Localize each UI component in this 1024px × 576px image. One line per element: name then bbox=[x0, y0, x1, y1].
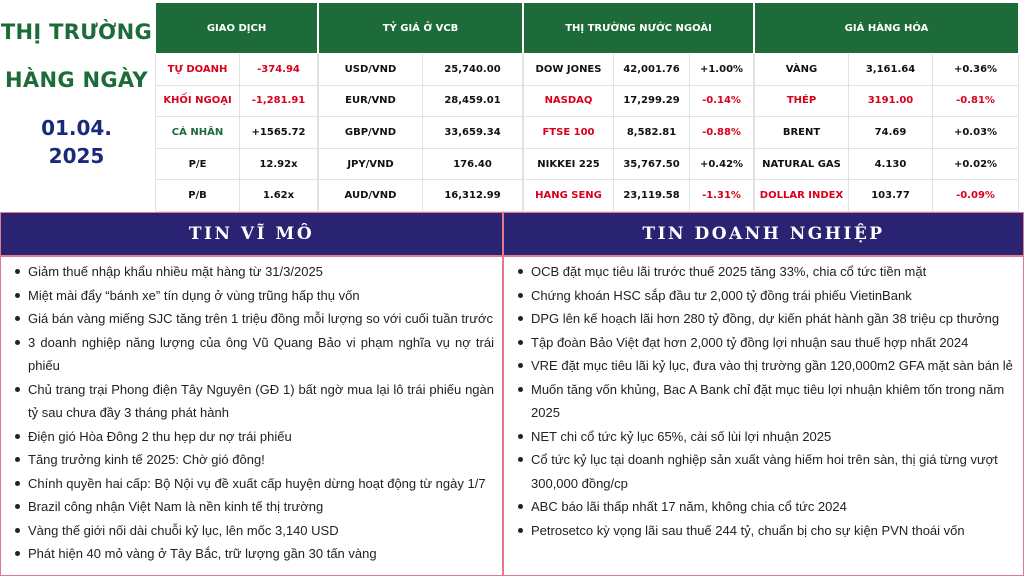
index-value: 35,767.50 bbox=[614, 148, 690, 180]
list-item: Chính quyền hai cấp: Bộ Nội vụ đề xuất cấp huyện dừng hoạt động từ ngày 1/7 bbox=[15, 472, 494, 496]
index-name: FTSE 100 bbox=[524, 117, 614, 149]
table-row bbox=[755, 148, 1019, 180]
table-row bbox=[319, 180, 523, 212]
trading-table bbox=[155, 2, 318, 212]
list-item: VRE đặt mục tiêu lãi kỷ lục, đưa vào thị trường gần 120,000m2 GFA mặt sàn bán lẻ bbox=[518, 354, 1015, 378]
date-line-2: 2025 bbox=[48, 144, 105, 168]
commodity-change: +0.02% bbox=[933, 148, 1019, 180]
table-row bbox=[524, 180, 754, 212]
index-name: DOW JONES bbox=[524, 54, 614, 86]
trading-value: -374.94 bbox=[240, 54, 318, 86]
commodity-value: 4.130 bbox=[849, 148, 933, 180]
commodities-header: GIÁ HÀNG HÓA bbox=[755, 3, 1019, 54]
trading-label: P/B bbox=[156, 180, 240, 212]
list-item: Giảm thuế nhập khẩu nhiều mặt hàng từ 31/3/2025 bbox=[15, 260, 494, 284]
table-row bbox=[524, 54, 754, 86]
trading-label: KHỐI NGOẠI bbox=[156, 85, 240, 117]
list-item: Cổ tức kỷ lục tại doanh nghiệp sản xuất vàng hiếm hoi trên sàn, thị giá từng vượt 300,000 đồng/cp bbox=[518, 448, 1015, 495]
corporate-news-panel bbox=[503, 212, 1024, 576]
trading-label: CÁ NHÂN bbox=[156, 117, 240, 149]
commodities-table bbox=[754, 2, 1019, 212]
corporate-news-title: TIN DOANH NGHIỆP bbox=[504, 213, 1023, 257]
table-row bbox=[755, 54, 1019, 86]
commodity-change: +0.36% bbox=[933, 54, 1019, 86]
list-item: OCB đặt mục tiêu lãi trước thuế 2025 tăng 33%, chia cổ tức tiền mặt bbox=[518, 260, 1015, 284]
index-change: +0.42% bbox=[690, 148, 754, 180]
table-row bbox=[156, 117, 318, 149]
fx-pair: EUR/VND bbox=[319, 85, 423, 117]
trading-label: P/E bbox=[156, 148, 240, 180]
commodity-change: -0.09% bbox=[933, 180, 1019, 212]
trading-value: +1565.72 bbox=[240, 117, 318, 149]
list-item: Tăng trưởng kinh tế 2025: Chờ gió đông! bbox=[15, 448, 494, 472]
index-change: +1.00% bbox=[690, 54, 754, 86]
trading-value: 12.92x bbox=[240, 148, 318, 180]
table-row bbox=[755, 117, 1019, 149]
table-row bbox=[524, 148, 754, 180]
trading-value: 1.62x bbox=[240, 180, 318, 212]
list-item: NET chi cổ tức kỷ lục 65%, cài số lùi lợi nhuận 2025 bbox=[518, 425, 1015, 449]
fx-rate: 28,459.01 bbox=[423, 85, 523, 117]
table-row bbox=[319, 117, 523, 149]
fx-rate: 25,740.00 bbox=[423, 54, 523, 86]
table-row bbox=[156, 54, 318, 86]
table-row bbox=[319, 148, 523, 180]
index-value: 23,119.58 bbox=[614, 180, 690, 212]
list-item: Chứng khoán HSC sắp đầu tư 2,000 tỷ đồng trái phiếu VietinBank bbox=[518, 284, 1015, 308]
table-row bbox=[524, 85, 754, 117]
commodity-name: DOLLAR INDEX bbox=[755, 180, 849, 212]
list-item: Brazil công nhận Việt Nam là nền kinh tế thị trường bbox=[15, 495, 494, 519]
list-item: Điện gió Hòa Đông 2 thu hẹp dư nợ trái phiếu bbox=[15, 425, 494, 449]
fx-rate: 176.40 bbox=[423, 148, 523, 180]
table-row bbox=[156, 85, 318, 117]
index-change: -0.88% bbox=[690, 117, 754, 149]
index-change: -0.14% bbox=[690, 85, 754, 117]
commodity-change: +0.03% bbox=[933, 117, 1019, 149]
list-item: Miệt mài đẩy “bánh xe” tín dụng ở vùng trũng hấp thụ vốn bbox=[15, 284, 494, 308]
trading-label: TỰ DOANH bbox=[156, 54, 240, 86]
title-line-1: THỊ TRƯỜNG bbox=[0, 20, 153, 44]
commodity-name: BRENT bbox=[755, 117, 849, 149]
international-header: THỊ TRƯỜNG NƯỚC NGOÀI bbox=[524, 3, 754, 54]
commodity-value: 103.77 bbox=[849, 180, 933, 212]
fx-header: TỶ GIÁ Ở VCB bbox=[319, 3, 523, 54]
commodity-value: 3,161.64 bbox=[849, 54, 933, 86]
table-row bbox=[524, 117, 754, 149]
fx-pair: JPY/VND bbox=[319, 148, 423, 180]
index-name: NASDAQ bbox=[524, 85, 614, 117]
table-row bbox=[156, 148, 318, 180]
index-value: 17,299.29 bbox=[614, 85, 690, 117]
commodity-name: THÉP bbox=[755, 85, 849, 117]
list-item: Tập đoàn Bảo Việt đạt hơn 2,000 tỷ đồng lợi nhuận sau thuế hợp nhất 2024 bbox=[518, 331, 1015, 355]
index-name: NIKKEI 225 bbox=[524, 148, 614, 180]
macro-news-list bbox=[1, 257, 502, 566]
table-row bbox=[319, 85, 523, 117]
fx-rate: 33,659.34 bbox=[423, 117, 523, 149]
fx-pair: AUD/VND bbox=[319, 180, 423, 212]
fx-rate: 16,312.99 bbox=[423, 180, 523, 212]
list-item: Phát hiện 40 mỏ vàng ở Tây Bắc, trữ lượng gần 30 tấn vàng bbox=[15, 542, 494, 566]
table-row bbox=[755, 180, 1019, 212]
list-item: ABC báo lãi thấp nhất 17 năm, không chia cổ tức 2024 bbox=[518, 495, 1015, 519]
commodity-name: VÀNG bbox=[755, 54, 849, 86]
list-item: Muốn tăng vốn khủng, Bac A Bank chỉ đặt mục tiêu lợi nhuận khiêm tốn trong năm 2025 bbox=[518, 378, 1015, 425]
commodity-value: 74.69 bbox=[849, 117, 933, 149]
fx-table bbox=[318, 2, 523, 212]
table-row bbox=[319, 54, 523, 86]
commodity-change: -0.81% bbox=[933, 85, 1019, 117]
list-item: Petrosetco kỳ vọng lãi sau thuế 244 tỷ, chuẩn bị cho sự kiện PVN thoái vốn bbox=[518, 519, 1015, 543]
trading-value: -1,281.91 bbox=[240, 85, 318, 117]
index-value: 8,582.81 bbox=[614, 117, 690, 149]
table-row bbox=[755, 85, 1019, 117]
fx-pair: GBP/VND bbox=[319, 117, 423, 149]
table-row bbox=[156, 180, 318, 212]
macro-news-title: TIN VĨ MÔ bbox=[1, 213, 502, 257]
macro-news-panel bbox=[0, 212, 503, 576]
index-name: HANG SENG bbox=[524, 180, 614, 212]
list-item: Chủ trang trại Phong điện Tây Nguyên (GĐ 1) bất ngờ mua lại lô trái phiếu ngàn tỷ sau chưa đầy 3 tháng phát hành bbox=[15, 378, 494, 425]
title-block bbox=[0, 0, 153, 210]
index-change: -1.31% bbox=[690, 180, 754, 212]
list-item: 3 doanh nghiệp năng lượng của ông Vũ Quang Bảo vi phạm nghĩa vụ nợ trái phiếu bbox=[15, 331, 494, 378]
commodity-name: NATURAL GAS bbox=[755, 148, 849, 180]
corporate-news-list bbox=[504, 257, 1023, 542]
date-line-1: 01.04. bbox=[41, 116, 112, 140]
list-item: Giá bán vàng miếng SJC tăng trên 1 triệu đồng mỗi lượng so với cuối tuần trước bbox=[15, 307, 494, 331]
international-table bbox=[523, 2, 754, 212]
list-item: Vàng thế giới nối dài chuỗi kỷ lục, lên mốc 3,140 USD bbox=[15, 519, 494, 543]
index-value: 42,001.76 bbox=[614, 54, 690, 86]
commodity-value: 3191.00 bbox=[849, 85, 933, 117]
list-item: DPG lên kế hoạch lãi hơn 280 tỷ đồng, dự kiến phát hành gần 38 triệu cp thưởng bbox=[518, 307, 1015, 331]
trading-header: GIAO DỊCH bbox=[156, 3, 318, 54]
fx-pair: USD/VND bbox=[319, 54, 423, 86]
title-line-2: HÀNG NGÀY bbox=[5, 68, 148, 92]
